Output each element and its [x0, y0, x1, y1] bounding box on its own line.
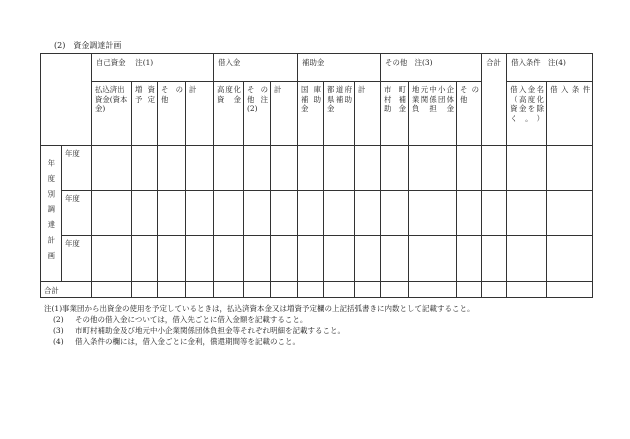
col-subsidy-prefecture: 都道府県補助金 [324, 82, 355, 146]
note-item [44, 303, 604, 314]
note-text: その他の借入金については，借入先ごとに借入金額を記載すること。 [75, 315, 308, 324]
col-self-other: その他 [158, 82, 186, 146]
table-row [41, 236, 593, 281]
col-other-other: その他 [457, 82, 482, 146]
note-item [44, 314, 604, 325]
year-cell: 年度 [62, 145, 92, 190]
col-other-sme: 地元中小企業関係団体負担金 [409, 82, 457, 146]
total-column-header: 合計 [482, 54, 507, 146]
year-cell: 年度 [62, 191, 92, 236]
note-mark: (2) [53, 315, 64, 324]
col-loan-advanced: 高度化資金 [214, 82, 244, 146]
col-paid-capital: 払込済出資金(資本金) [92, 82, 132, 146]
group-loan-conditions: 借入条件 注(4) [507, 54, 593, 82]
col-self-total: 計 [186, 82, 214, 146]
col-loan-name: 借入金名（高度化資金を除く。） [507, 82, 547, 146]
note-text: 市町村補助金及び地元中小企業関係団体負担金等それぞれ明細を記載すること。 [75, 326, 345, 335]
note-mark: (3) [53, 326, 64, 335]
note-mark: 注(1) [44, 304, 63, 313]
col-loan-total: 計 [271, 82, 298, 146]
group-subsidies: 補助金 [298, 54, 381, 82]
total-row-label: 合計 [41, 281, 92, 297]
corner-cell [41, 54, 92, 146]
note-mark: (4) [53, 337, 64, 346]
side-label: 年度別調達計画 [41, 145, 62, 281]
col-other-municipal: 市町村補助金 [381, 82, 409, 146]
col-loan-terms: 借入条件 [547, 82, 593, 146]
section-heading [54, 41, 121, 51]
group-other: その他 注(3) [381, 54, 482, 82]
funding-plan-table [40, 53, 593, 298]
year-cell: 年度 [62, 236, 92, 281]
group-self-funds: 自己資金 注(1) [92, 54, 214, 82]
table-row [41, 191, 593, 236]
notes [44, 303, 604, 347]
col-capital-increase: 増資予定 [132, 82, 158, 146]
note-item [44, 325, 604, 336]
section-number: (2) [54, 41, 66, 50]
col-subsidy-national: 国庫補助金 [298, 82, 324, 146]
section-title: 資金調達計画 [73, 41, 122, 50]
table-row-total [41, 281, 593, 297]
note-text: 借入条件の欄には，借入金ごとに金利，償還期間等を記載のこと。 [75, 337, 300, 346]
group-loans: 借入金 [214, 54, 298, 82]
note-item [44, 336, 604, 347]
col-loan-other: その他注(2) [244, 82, 271, 146]
col-subsidy-total: 計 [355, 82, 381, 146]
note-text: 事業団から出資金の使用を予定しているときは，払込済資本金又は増資予定欄の上記括弧書きに内数として記載すること。 [62, 304, 475, 313]
table-row [41, 145, 593, 190]
